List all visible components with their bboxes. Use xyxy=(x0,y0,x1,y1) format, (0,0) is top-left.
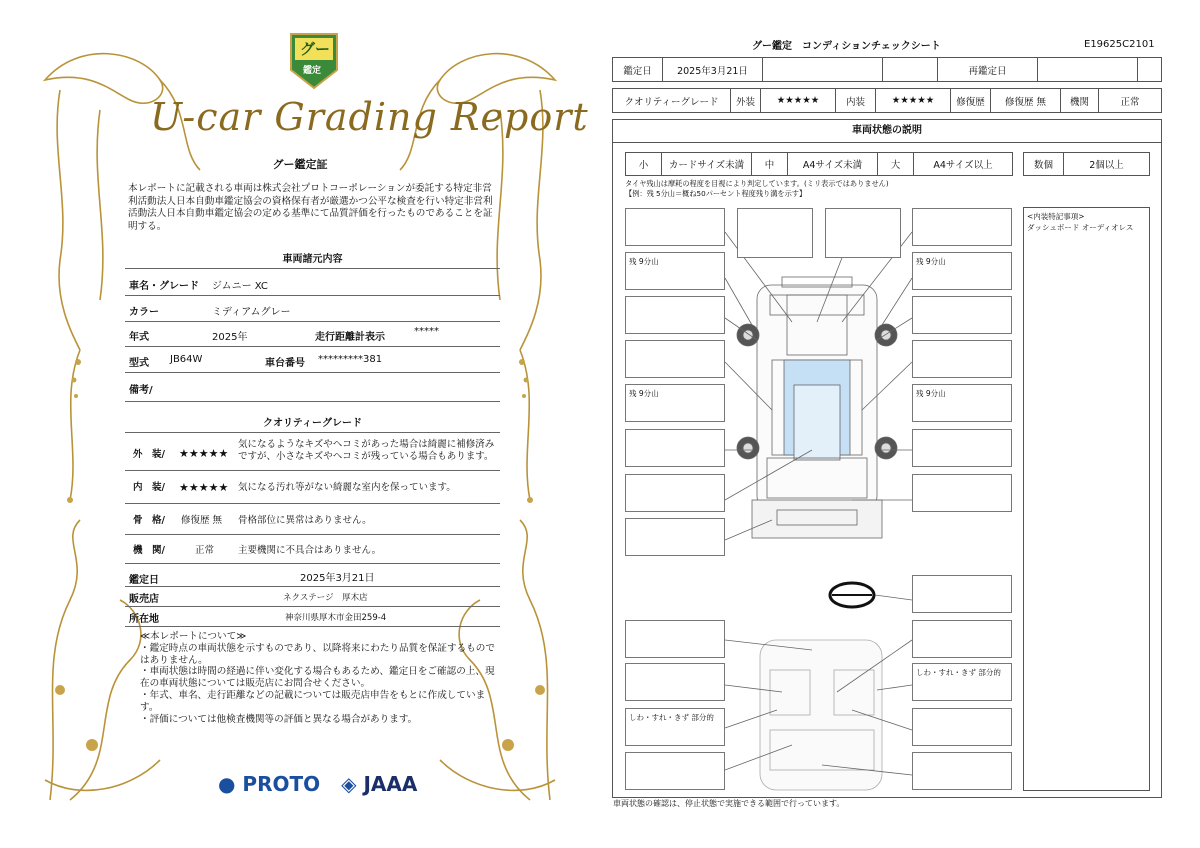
exterior-label: 外 装/ xyxy=(133,449,165,460)
jaaa-logo-text: JAAA xyxy=(363,772,418,796)
address-label: 所在地 xyxy=(129,614,159,625)
quality-label: クオリティーグレード xyxy=(613,89,731,112)
date-row xyxy=(612,57,1162,82)
damage-box xyxy=(912,708,1012,746)
repair-value: 修復歴 無 xyxy=(991,89,1061,112)
legend-mid-desc: A4サイズ未満 xyxy=(788,153,878,175)
condition-section-title: 車両状態の説明 xyxy=(612,119,1162,143)
date-label: 鑑定日 xyxy=(129,575,159,586)
name-value: ジムニー XC xyxy=(212,281,268,292)
legend-small-desc: カードサイズ未満 xyxy=(662,153,752,175)
seat-box-right: しわ・すれ・きず 部分的 xyxy=(912,663,1012,701)
tire-box-rear-right: 残 9分山 xyxy=(912,384,1012,422)
tire-example: 【例：残 5分山＝概ね50パーセント程度残り溝を示す】 xyxy=(625,189,807,198)
note-item: ・鑑定時点の車両状態を示すものであり、以降将来にわたり品質を保証するものではありません。 xyxy=(140,642,495,666)
damage-box xyxy=(912,208,1012,246)
tire-box-front-left: 残 9分山 xyxy=(625,252,725,290)
count-legend xyxy=(1023,152,1150,176)
note-item: ・年式、車名、走行距離などの記載については販売店申告をもとに作成しています。 xyxy=(140,689,486,713)
damage-box xyxy=(625,518,725,556)
exterior-stars: ★★★★★ xyxy=(179,447,229,460)
jaaa-logo-icon: ◈ xyxy=(341,772,357,796)
date-label: 鑑定日 xyxy=(613,58,663,81)
notes-title: ≪本レポートについて≫ xyxy=(140,631,247,642)
damage-box xyxy=(912,575,1012,613)
year-value: 2025年 xyxy=(212,332,248,343)
damage-box xyxy=(912,752,1012,790)
legend-count: 数個 xyxy=(1024,153,1064,175)
legend-count-desc: 2個以上 xyxy=(1089,160,1124,171)
quality-section-title: クオリティーグレード xyxy=(263,418,362,429)
damage-box xyxy=(912,474,1012,512)
address-value: 神奈川県厚木市金田259-4 xyxy=(285,613,387,623)
color-value: ミディアムグレー xyxy=(212,307,291,318)
date-value: 2025年3月21日 xyxy=(300,573,375,584)
frame-value: 修復歴 無 xyxy=(181,515,223,526)
badge-text-bottom: 鑑定 xyxy=(303,66,322,76)
interior-label: 内 装/ xyxy=(133,482,165,493)
damage-box xyxy=(912,620,1012,658)
legend-small: 小 xyxy=(626,153,662,175)
engine-value: 正常 xyxy=(195,545,215,556)
engine-value: 正常 xyxy=(1120,96,1140,108)
damage-box xyxy=(625,752,725,790)
interior-stars: ★★★★★ xyxy=(179,481,229,494)
engine-label: 機 関/ xyxy=(133,545,165,556)
int-stars: ★★★★★ xyxy=(876,89,951,112)
damage-box xyxy=(912,296,1012,334)
damage-box xyxy=(625,663,725,701)
interior-notes-title: <内装特記事項> xyxy=(1027,212,1085,221)
note-item: ・車両状態は時間の経過に伴い変化する場合もあるため、鑑定日をご確認の上、現在の車両状態については販売店にお問合せください。 xyxy=(140,666,495,690)
tire-box-rear-left: 残 9分山 xyxy=(625,384,725,422)
name-label: 車名・グレード xyxy=(129,281,199,292)
regrade-label: 再鑑定日 xyxy=(938,58,1038,81)
seat-box-left: しわ・すれ・きず 部分的 xyxy=(625,708,725,746)
interior-desc: 気になる汚れ等がない綺麗な室内を保っています。 xyxy=(238,482,456,493)
spec-section-title: 車両諸元内容 xyxy=(282,254,343,265)
ext-label: 外装 xyxy=(731,89,761,112)
legend-large: 大 xyxy=(878,153,914,175)
legend-mid: 中 xyxy=(752,153,788,175)
proto-logo-text: PROTO xyxy=(242,772,321,796)
engine-desc: 主要機関に不具合はありません。 xyxy=(238,545,382,556)
chassis-value: *********381 xyxy=(318,354,383,365)
damage-box xyxy=(912,429,1012,467)
damage-box xyxy=(625,429,725,467)
year-label: 年式 xyxy=(129,332,149,343)
empty-cell xyxy=(883,58,938,81)
mileage-label: 走行距離計表示 xyxy=(315,332,385,343)
mileage-value: ***** xyxy=(414,326,439,337)
interior-notes-text: ダッシュボード オーディオレス xyxy=(1027,223,1134,232)
sheet-title: グー鑑定 コンディションチェックシート xyxy=(752,41,941,52)
int-label: 内装 xyxy=(836,89,876,112)
empty-cell xyxy=(763,58,883,81)
ext-stars: ★★★★★ xyxy=(761,89,836,112)
sheet-footer: 車両状態の確認は、停止状態で実施できる範囲で行っています。 xyxy=(613,799,845,808)
damage-box xyxy=(825,208,901,258)
tire-note: タイヤ残山は摩耗の程度を目視により判定しています。(ミリ表示ではありません) xyxy=(625,179,889,188)
damage-box xyxy=(625,296,725,334)
damage-box xyxy=(912,340,1012,378)
shop-label: 販売店 xyxy=(129,594,159,605)
regrade-value xyxy=(1038,58,1138,81)
note-item: ・評価については他検査機関等の評価と異なる場合があります。 xyxy=(140,713,418,725)
tire-box-front-right: 残 9分山 xyxy=(912,252,1012,290)
color-label: カラー xyxy=(129,307,159,318)
frame-desc: 骨格部位に異常はありません。 xyxy=(238,515,372,526)
report-script-title: U-car Grading Report xyxy=(150,95,589,139)
size-legend xyxy=(625,152,1013,176)
damage-box xyxy=(625,474,725,512)
quality-row xyxy=(612,88,1162,113)
remarks-label: 備考/ xyxy=(129,385,153,396)
badge-text-top: グー xyxy=(300,40,331,58)
model-label: 型式 xyxy=(129,358,149,369)
model-value: JB64W xyxy=(170,354,203,365)
damage-box xyxy=(737,208,813,258)
certificate-title: グー鑑定証 xyxy=(272,158,328,171)
shop-value: ネクステージ 厚木店 xyxy=(283,593,368,603)
certificate-intro: 本レポートに記載される車両は株式会社プロトコーポレーションが委託する特定非営利活動法人日本自動車鑑定協会の資格保有者が厳選かつ公平な検査を行い特定非営利活動法人日本自動車鑑定協会の定める基準にて品質評価を行ったものであることを証明する。 xyxy=(128,183,493,232)
proto-logo-icon: ● xyxy=(218,772,236,796)
document-id: E19625C2101 xyxy=(1084,39,1155,50)
damage-box xyxy=(625,620,725,658)
repair-label: 修復歴 xyxy=(951,89,991,112)
damage-box xyxy=(625,208,725,246)
interior-notes-box xyxy=(1023,207,1150,791)
date-value: 2025年3月21日 xyxy=(663,58,763,81)
frame-label: 骨 格/ xyxy=(133,515,165,526)
engine-label: 機関 xyxy=(1061,89,1099,112)
legend-large-desc: A4サイズ以上 xyxy=(933,160,993,171)
chassis-label: 車台番号 xyxy=(265,358,305,369)
damage-box xyxy=(625,340,725,378)
exterior-desc: 気になるようなキズやヘコミがあった場合は綺麗に補修済みですが、小さなキズやヘコミが残っている場合もあります。 xyxy=(238,439,495,462)
